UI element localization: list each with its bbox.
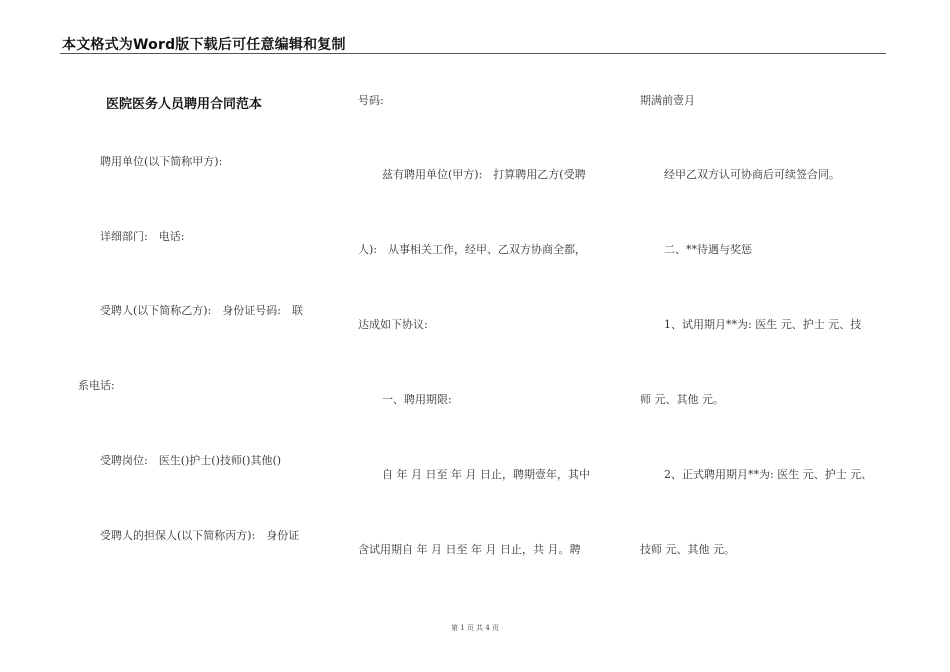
document-title: 医院医务人员聘用合同范本: [106, 97, 263, 112]
column2-line-5: 一、聘用期限:: [382, 393, 452, 406]
column2-line-6: 自 年 月 日至 年 月 日止，聘期壹年，其中: [382, 468, 590, 481]
column3-line-3: 二、**待遇与奖惩: [664, 243, 752, 256]
column3-line-7: 技师 元、其他 元。: [640, 543, 735, 556]
column1-line-4: 系电话:: [78, 379, 115, 392]
column1-line-3: 受聘人(以下简称乙方): 身份证号码: 联: [100, 304, 303, 317]
page-number: 第 1 页 共 4 页: [450, 624, 500, 632]
column1-line-5: 受聘岗位: 医生()护士()技师()其他(): [100, 454, 282, 467]
column3-line-2: 经甲乙双方认可协商后可续签合同。: [664, 168, 840, 181]
banner-divider: [60, 53, 886, 54]
column2-line-4: 达成如下协议:: [358, 318, 428, 331]
column2-line-1: 号码:: [358, 94, 384, 107]
column1-line-6: 受聘人的担保人(以下简称丙方): 身份证: [100, 529, 300, 542]
column3-line-4: 1、试用期月**为: 医生 元、护士 元、技: [664, 318, 862, 331]
document-banner: 本文格式为Word版下载后可任意编辑和复制: [62, 37, 346, 53]
column3-line-5: 师 元、其他 元。: [640, 393, 724, 406]
column3-line-1: 期满前壹月: [640, 94, 695, 107]
column3-line-6: 2、正式聘用期月**为: 医生 元、护士 元、: [664, 468, 873, 481]
column2-line-3: 人): 从事相关工作，经甲、乙双方协商全都，: [358, 243, 586, 256]
column1-line-1: 聘用单位(以下简称甲方):: [100, 155, 223, 168]
column1-line-2: 详细部门: 电话:: [100, 230, 185, 243]
column2-line-2: 兹有聘用单位(甲方): 打算聘用乙方(受聘: [382, 168, 586, 181]
column2-line-7: 含试用期自 年 月 日至 年 月 日止，共 月。聘: [358, 543, 581, 556]
